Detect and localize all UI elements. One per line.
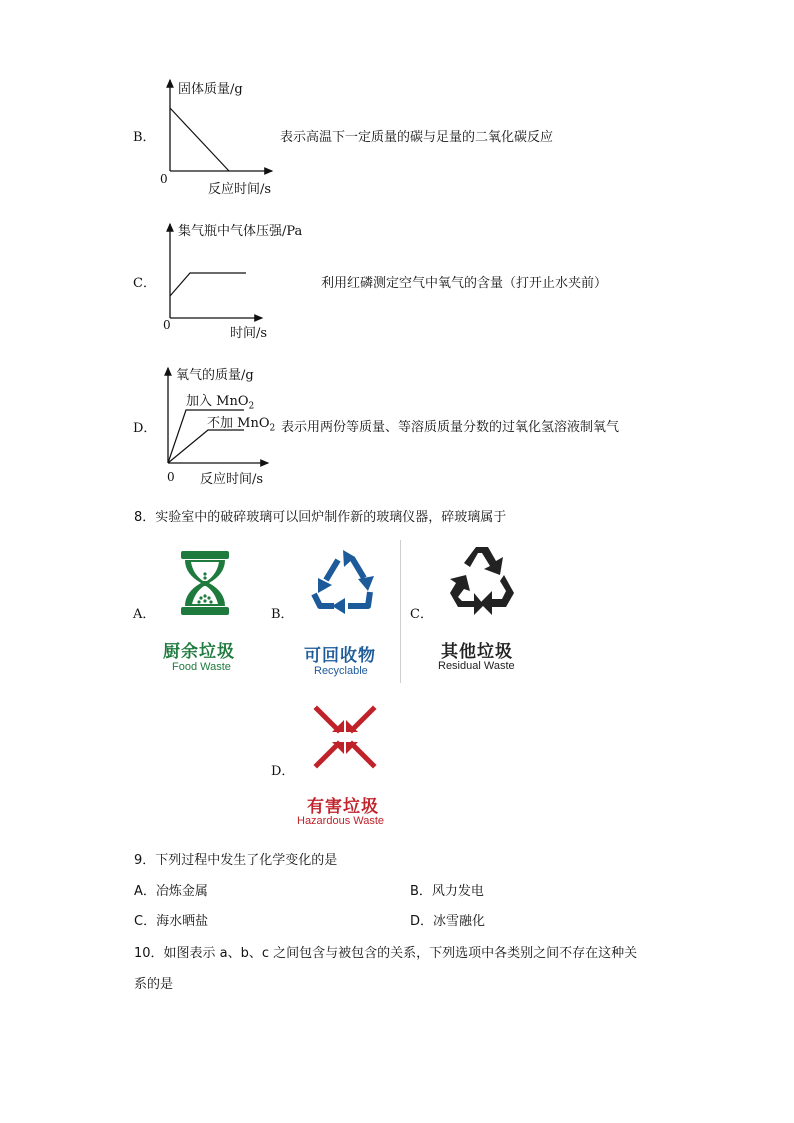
graph-d (0, 0, 794, 480)
graph-d-origin: 0 (167, 470, 175, 484)
question-8-stem: 8．实验室中的破碎玻璃可以回炉制作新的玻璃仪器，碎玻璃属于 (134, 510, 507, 525)
graph-d-label-with-catalyst: 加入 MnO$_2$ (186, 394, 255, 412)
question-10-stem-line2: 系的是 (134, 977, 174, 992)
option-d-letter: D． (133, 421, 157, 436)
food-waste-en-label: Food Waste (172, 661, 231, 673)
graph-d-xlabel: 反应时间/s (200, 472, 264, 487)
question-10-stem-line1: 10．如图表示 a、b、c 之间包含与被包含的关系，下列选项中各类别之间不存在这种关 (134, 946, 638, 961)
graph-d-ylabel: 氧气的质量/g (176, 368, 254, 383)
q8-option-a-letter: A． (133, 607, 156, 622)
hazardous-cn-label: 有害垃圾 (307, 797, 379, 817)
hourglass-icon (179, 550, 231, 616)
graph-c-xlabel: 时间/s (230, 326, 268, 341)
hazard-cross-icon (314, 706, 376, 768)
hazardous-en-label: Hazardous Waste (297, 815, 385, 827)
option-c-description: 利用红磷测定空气中氧气的含量（打开止水夹前） (321, 276, 608, 291)
q8-option-b-letter: B． (271, 607, 294, 622)
recycle-icon (308, 548, 384, 616)
residual-en-label: Residual Waste (438, 660, 515, 672)
graph-c-ylabel: 集气瓶中气体压强/Pa (178, 224, 303, 239)
q9-option-c: C．海水晒盐 (134, 914, 209, 929)
recyclable-en-label: Recyclable (314, 665, 368, 677)
residual-recycle-icon (448, 545, 518, 617)
option-b-letter: B． (133, 130, 156, 145)
q8-option-c-letter: C． (410, 607, 433, 622)
q9-option-a: A．冶炼金属 (134, 884, 208, 899)
option-d-description: 表示用两份等质量、等溶质质量分数的过氧化氢溶液制氧气 (281, 420, 620, 435)
q9-option-d: D．冰雪融化 (410, 914, 486, 929)
q9-option-b: B．风力发电 (410, 884, 484, 899)
graph-c-origin: 0 (163, 318, 171, 332)
q8-option-d-letter: D． (271, 764, 295, 779)
option-b-description: 表示高温下一定质量的碳与足量的二氧化碳反应 (280, 130, 554, 145)
column-divider (400, 540, 401, 683)
food-waste-cn-label: 厨余垃圾 (163, 642, 235, 662)
question-9-stem: 9．下列过程中发生了化学变化的是 (134, 853, 338, 868)
recyclable-cn-label: 可回收物 (304, 646, 376, 666)
residual-cn-label: 其他垃圾 (441, 642, 513, 662)
graph-d-line-without-catalyst (168, 430, 244, 463)
graph-b-ylabel: 固体质量/g (178, 82, 243, 97)
option-c-letter: C． (133, 276, 156, 291)
graph-b-origin: 0 (160, 172, 168, 186)
graph-b-xlabel: 反应时间/s (208, 182, 272, 197)
graph-d-label-without-catalyst: 不加 MnO$_2$ (207, 416, 276, 434)
